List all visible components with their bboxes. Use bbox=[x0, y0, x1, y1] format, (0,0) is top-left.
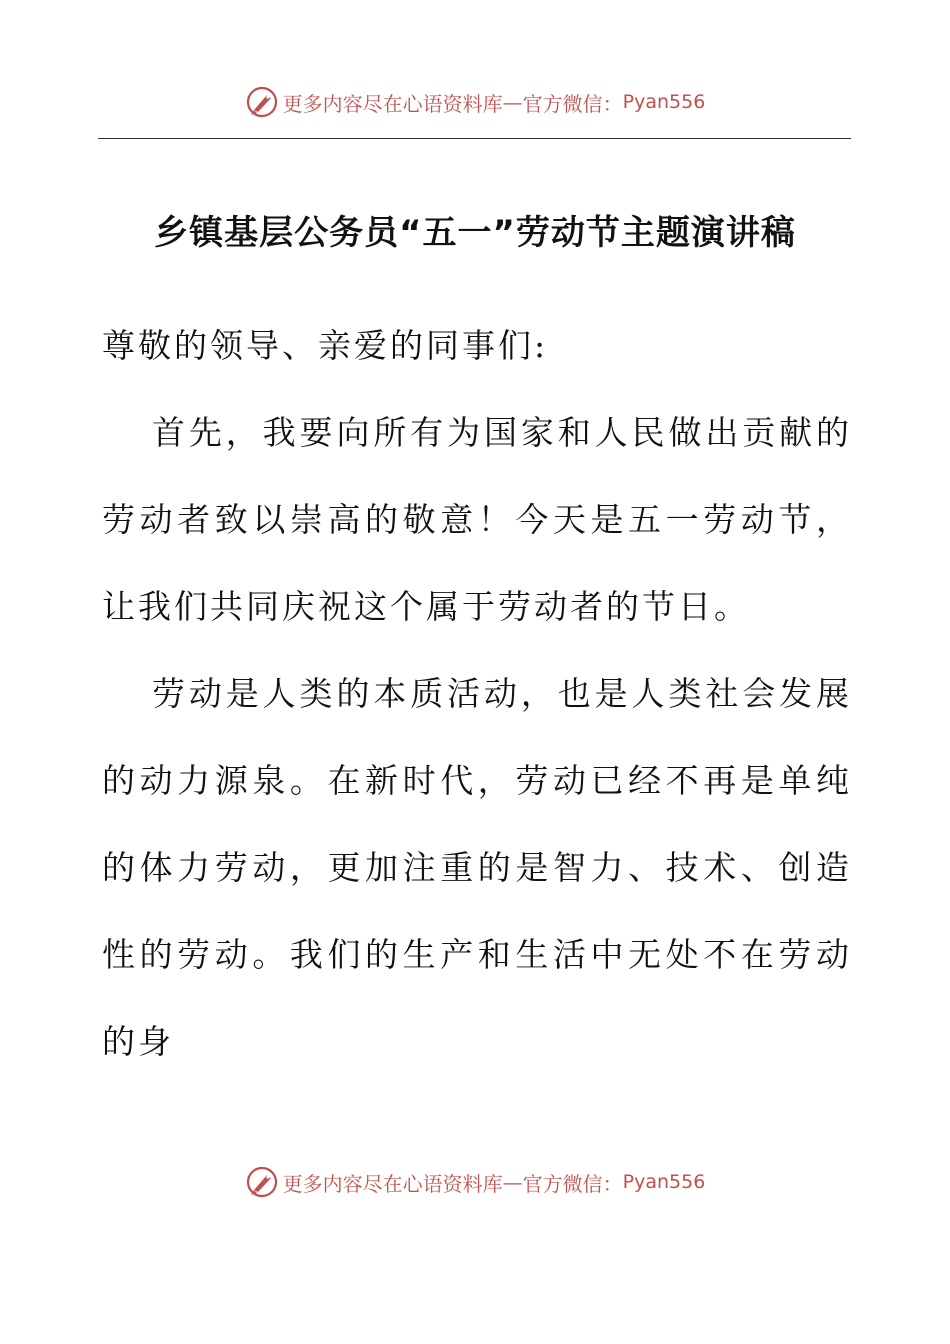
document-title: 乡镇基层公务员“五一”劳动节主题演讲稿 bbox=[154, 213, 796, 253]
header-brand-text: 更多内容尽在心语资料库 bbox=[282, 91, 503, 116]
pen-nib-logo-icon bbox=[245, 1165, 279, 1199]
footer-brand-text: 更多内容尽在心语资料库 bbox=[282, 1171, 503, 1196]
header-separator: — bbox=[502, 90, 523, 114]
page-header bbox=[0, 82, 950, 122]
footer-separator: — bbox=[502, 1170, 523, 1194]
body-paragraph-1: 首先，我要向所有为国家和人民做出贡献的劳动者致以崇高的敬意！今天是五一劳动节，让我们共同庆祝这个属于劳动者的节日。 bbox=[102, 413, 852, 626]
footer-wechat-label: 官方微信： bbox=[522, 1171, 623, 1196]
page-footer bbox=[0, 1162, 950, 1202]
footer-wechat-id: Pyan556 bbox=[622, 1171, 706, 1193]
salutation: 尊敬的领导、亲爱的同事们: bbox=[102, 326, 549, 365]
document-body bbox=[102, 302, 852, 1085]
header-divider bbox=[98, 138, 851, 139]
body-paragraph-2: 劳动是人类的本质活动，也是人类社会发展的动力源泉。在新时代，劳动已经不再是单纯的体力劳动，更加注重的是智力、技术、创造性的劳动。我们的生产和生活中无处不在劳动的身 bbox=[102, 674, 852, 1061]
header-wechat-label: 官方微信： bbox=[522, 91, 623, 116]
header-wechat-id: Pyan556 bbox=[622, 91, 706, 113]
pen-nib-logo-icon bbox=[245, 85, 279, 119]
